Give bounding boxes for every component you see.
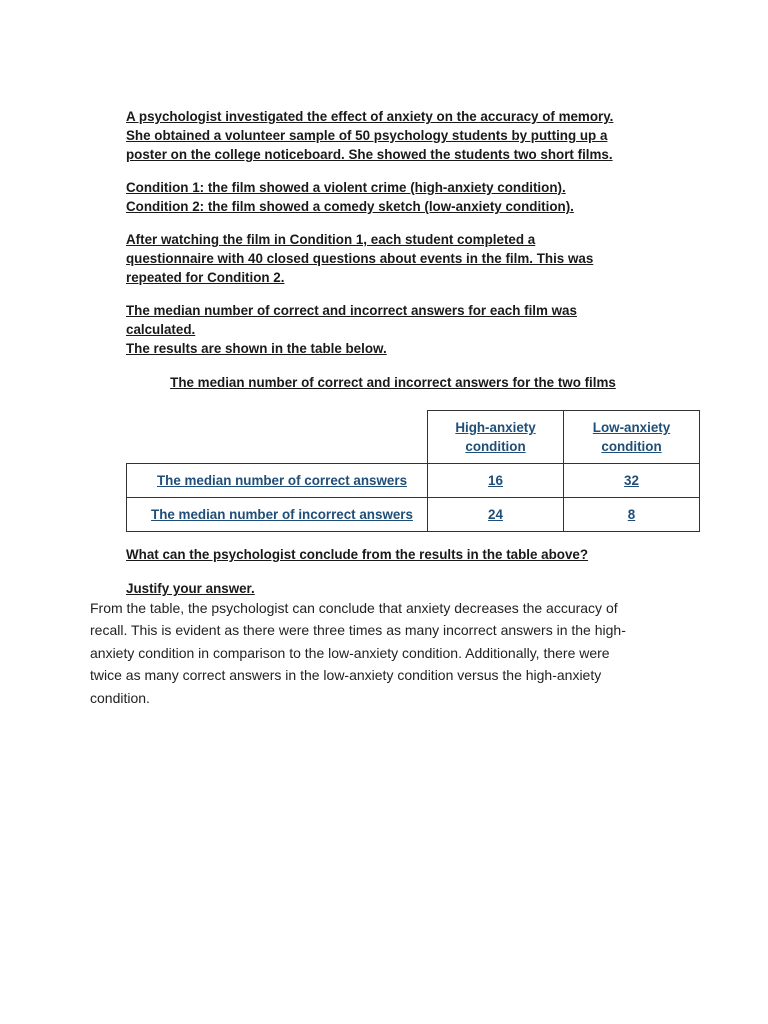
- answer-line: condition.: [90, 689, 150, 706]
- table-caption: The median number of correct and incorrect answers for the two films: [170, 375, 616, 390]
- answer-line: From the table, the psychologist can conclude that anxiety decreases the accuracy of: [90, 600, 618, 616]
- analysis-line: The results are shown in the table below.: [126, 341, 387, 356]
- procedure-paragraph: [126, 230, 646, 287]
- intro-line: She obtained a volunteer sample of 50 psychology students by putting up a: [126, 128, 608, 143]
- row-label-correct: The median number of correct answers: [127, 464, 428, 498]
- cell-incorrect-low: 8: [564, 498, 700, 532]
- condition-2-line: Condition 2: the film showed a comedy sketch (low-anxiety condition).: [126, 199, 574, 214]
- header-low-line-1: Low-anxiety: [592, 420, 671, 435]
- cell-correct-high: 16: [428, 464, 564, 498]
- analysis-line: calculated.: [126, 322, 196, 337]
- answer-line: recall. This is evident as there were three times as many incorrect answers in the high-: [90, 622, 626, 639]
- intro-line: A psychologist investigated the effect of anxiety on the accuracy of memory.: [126, 109, 614, 124]
- intro-line: poster on the college noticeboard. She showed the students two short films.: [126, 147, 613, 162]
- justify-text: Justify your answer.: [126, 581, 255, 596]
- header-low-anxiety: [564, 411, 700, 464]
- cell-incorrect-high: 24: [428, 498, 564, 532]
- procedure-line: After watching the film in Condition 1, each student completed a: [126, 232, 536, 247]
- cell-correct-low: 32: [564, 464, 700, 498]
- analysis-line: The median number of correct and incorrect answers for each film was: [126, 303, 577, 318]
- condition-1-line: Condition 1: the film showed a violent crime (high-anxiety condition).: [126, 180, 566, 195]
- header-low-line-2: condition: [601, 439, 662, 454]
- table-row-correct: [127, 464, 700, 498]
- answer-paragraph: [90, 597, 670, 709]
- procedure-line: repeated for Condition 2.: [126, 270, 285, 285]
- question-text: What can the psychologist conclude from the results in the table above?: [126, 547, 589, 562]
- answer-line: anxiety condition in comparison to the low-anxiety condition. Additionally, there were: [90, 644, 610, 661]
- header-high-line-1: High-anxiety: [455, 420, 536, 435]
- table-header-row: [127, 411, 700, 464]
- header-high-anxiety: [428, 411, 564, 464]
- table-corner-cell: [127, 411, 428, 464]
- analysis-paragraph: [126, 301, 646, 358]
- header-high-line-2: condition: [465, 439, 526, 454]
- procedure-line: questionnaire with 40 closed questions about events in the film. This was: [126, 251, 594, 266]
- intro-paragraph: [126, 107, 646, 164]
- conditions-paragraph: [126, 178, 646, 216]
- table-row-incorrect: [127, 498, 700, 532]
- row-label-incorrect: The median number of incorrect answers: [127, 498, 428, 532]
- results-table: [126, 410, 700, 532]
- answer-line: twice as many correct answers in the low-anxiety condition versus the high-anxiety: [90, 667, 602, 684]
